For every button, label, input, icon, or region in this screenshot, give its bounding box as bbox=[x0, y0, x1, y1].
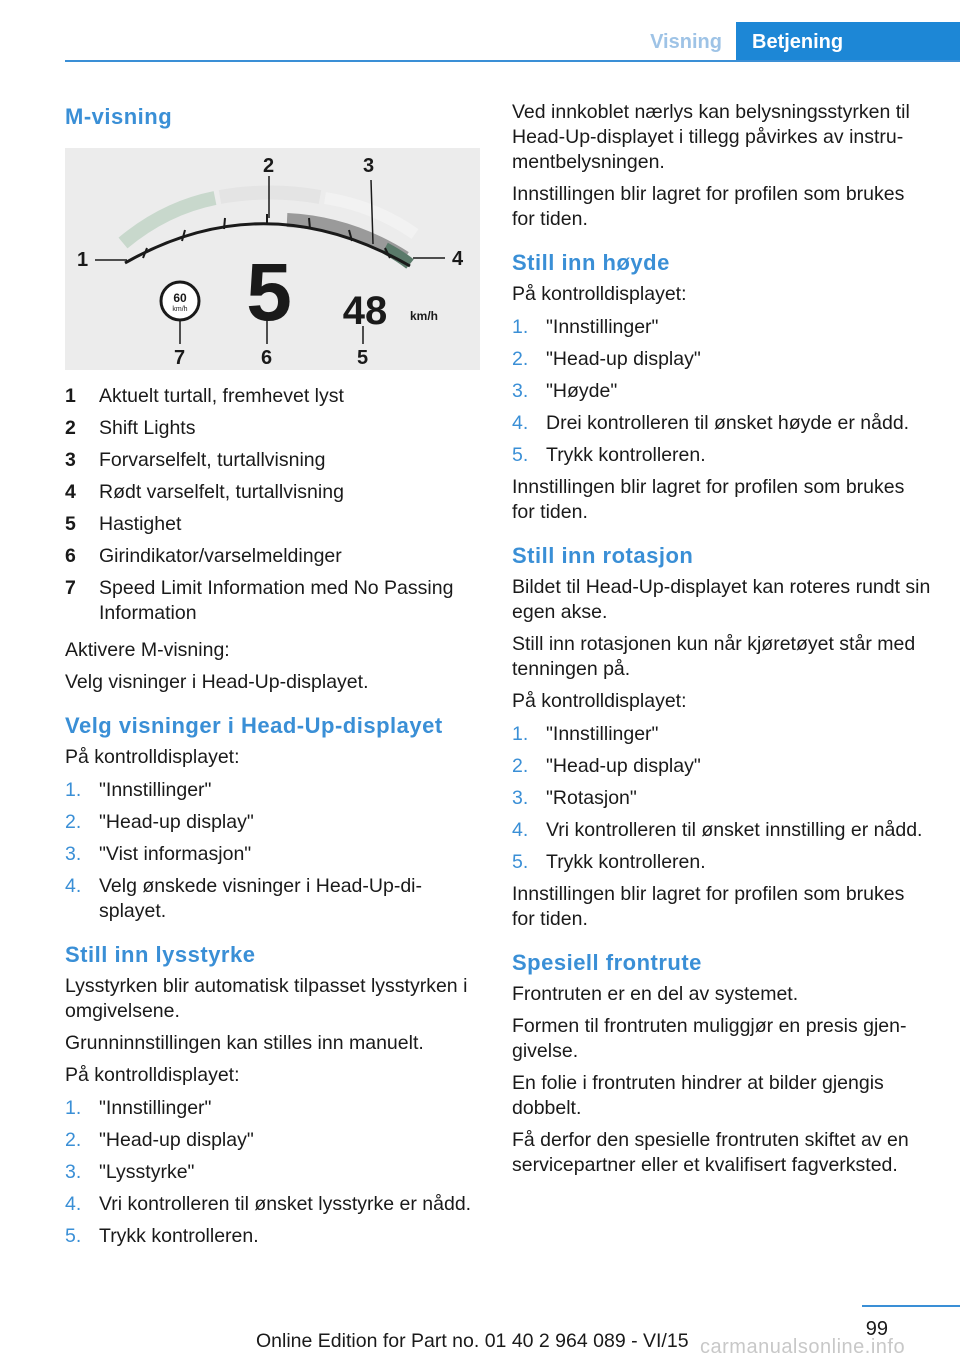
step-text: "Rotasjon" bbox=[546, 787, 637, 809]
legend-text: Speed Limit Information med No Passing Information bbox=[99, 577, 454, 624]
callout-7: 7 bbox=[174, 347, 186, 369]
gear-indicator: 5 bbox=[246, 247, 292, 338]
paragraph: På kontrolldisplayet: bbox=[512, 283, 687, 305]
step-text: Trykk kontrolleren. bbox=[546, 444, 706, 466]
rpm-tick bbox=[224, 218, 225, 229]
step-list bbox=[65, 778, 485, 924]
step-item bbox=[512, 411, 932, 436]
step-number: 2. bbox=[65, 811, 82, 833]
step-text: "Innstillinger" bbox=[99, 779, 212, 801]
legend-number: 1 bbox=[65, 385, 76, 407]
step-text: "Head-up display" bbox=[99, 1129, 254, 1151]
paragraph: Innstillingen blir lagret for profilen som brukes for tiden. bbox=[512, 476, 905, 523]
step-number: 1. bbox=[65, 779, 82, 801]
step-text: "Head-up display" bbox=[546, 348, 701, 370]
legend-number: 2 bbox=[65, 417, 76, 439]
step-text: "Head-up display" bbox=[546, 755, 701, 777]
step-text: "Innstillinger" bbox=[99, 1097, 212, 1119]
step-item bbox=[65, 1192, 485, 1217]
step-number: 5. bbox=[512, 444, 529, 466]
legend-text: Girindikator/varselmeldinger bbox=[99, 545, 342, 567]
legend-item bbox=[65, 544, 485, 569]
paragraph: På kontrolldisplayet: bbox=[65, 746, 240, 768]
legend-number: 5 bbox=[65, 513, 76, 535]
legend-number: 3 bbox=[65, 449, 76, 471]
paragraph: Still inn rotasjonen kun når kjøretøyet står med tenningen på. bbox=[512, 633, 916, 680]
step-item bbox=[65, 842, 485, 867]
header-rule bbox=[65, 60, 960, 62]
step-number: 5. bbox=[65, 1225, 82, 1247]
legend-text: Shift Lights bbox=[99, 417, 196, 439]
step-item bbox=[512, 443, 932, 468]
step-item bbox=[65, 1224, 485, 1249]
paragraph: Innstillingen blir lagret for profilen som brukes for tiden. bbox=[512, 883, 905, 930]
left-column bbox=[65, 100, 485, 1256]
legend-item bbox=[65, 480, 485, 505]
legend-item bbox=[65, 384, 485, 409]
step-number: 4. bbox=[65, 1193, 82, 1215]
section-lysstyrke bbox=[65, 942, 485, 1249]
legend-number: 6 bbox=[65, 545, 76, 567]
paragraph: En folie i frontruten hindrer at bilder gjengis dobbelt. bbox=[512, 1072, 884, 1119]
paragraph: På kontrolldisplayet: bbox=[65, 1064, 240, 1086]
speed-limit-unit: km/h bbox=[172, 306, 188, 313]
section-title: Velg visninger i Head-Up-displayet bbox=[65, 713, 443, 738]
paragraph: Bildet til Head-Up-displayet kan roteres rundt sin egen akse. bbox=[512, 576, 931, 623]
section-title: Still inn høyde bbox=[512, 250, 670, 275]
step-number: 2. bbox=[65, 1129, 82, 1151]
step-text: "Head-up display" bbox=[99, 811, 254, 833]
callout-5: 5 bbox=[357, 347, 369, 369]
step-text: Drei kontrolleren til ønsket høyde er nådd. bbox=[546, 412, 910, 434]
step-item bbox=[512, 379, 932, 404]
callout-6: 6 bbox=[261, 347, 273, 369]
tab-betjening[interactable]: Betjening bbox=[736, 22, 960, 62]
callout-1: 1 bbox=[77, 249, 89, 271]
paragraph: Lysstyrken blir automatisk tilpasset lysstyrken i omgivelsene. bbox=[65, 975, 468, 1022]
step-item bbox=[65, 1096, 485, 1121]
step-number: 4. bbox=[512, 412, 529, 434]
step-item bbox=[512, 315, 932, 340]
step-item bbox=[512, 850, 932, 875]
right-column bbox=[512, 100, 932, 1185]
step-number: 1. bbox=[512, 723, 529, 745]
step-item bbox=[65, 1160, 485, 1185]
page-number: 99 bbox=[865, 1318, 888, 1340]
hud-illustration bbox=[65, 148, 480, 370]
rpm-tick bbox=[309, 218, 310, 229]
step-item bbox=[65, 778, 485, 803]
step-item bbox=[512, 754, 932, 779]
step-text: "Høyde" bbox=[546, 380, 618, 402]
step-text: Vri kontrolleren til ønsket lysstyrke er nådd. bbox=[99, 1193, 472, 1215]
section-velg-visninger bbox=[65, 713, 485, 924]
step-number: 2. bbox=[512, 348, 529, 370]
legend-text: Rødt varselfelt, turtallvisning bbox=[99, 481, 344, 503]
step-item bbox=[65, 810, 485, 835]
paragraph: Velg visninger i Head-Up-displayet. bbox=[65, 671, 369, 693]
edition-info: Online Edition for Part no. 01 40 2 964 089 - VI/15 bbox=[256, 1330, 689, 1352]
step-item bbox=[512, 722, 932, 747]
legend-item bbox=[65, 448, 485, 473]
section-title: Spesiell frontrute bbox=[512, 950, 702, 975]
step-text: "Innstillinger" bbox=[546, 316, 659, 338]
step-number: 1. bbox=[512, 316, 529, 338]
legend-text: Aktuelt turtall, fremhevet lyst bbox=[99, 385, 344, 407]
step-number: 2. bbox=[512, 755, 529, 777]
step-item bbox=[65, 874, 485, 924]
figure-legend bbox=[65, 384, 485, 626]
paragraph: Formen til frontruten muliggjør en presis gjen-givelse. bbox=[512, 1015, 907, 1062]
callout-3: 3 bbox=[363, 155, 375, 177]
step-number: 3. bbox=[512, 787, 529, 809]
rpm-segment-light-1 bbox=[123, 198, 215, 243]
paragraph: På kontrolldisplayet: bbox=[512, 690, 687, 712]
legend-text: Forvarselfelt, turtallvisning bbox=[99, 449, 326, 471]
step-list bbox=[512, 315, 932, 468]
step-number: 1. bbox=[65, 1097, 82, 1119]
speed-limit-value: 60 bbox=[173, 291, 187, 305]
step-list bbox=[65, 1096, 485, 1249]
paragraph: Ved innkoblet nærlys kan belysningsstyrken til Head-Up-displayet i tillegg påvirkes av instru-mentbelysningen. bbox=[512, 101, 910, 173]
tab-visning[interactable]: Visning bbox=[636, 22, 736, 62]
speed-value: 48 bbox=[342, 289, 388, 333]
speed-limit-sign bbox=[161, 282, 199, 320]
legend-number: 4 bbox=[65, 481, 76, 503]
step-item bbox=[512, 786, 932, 811]
step-text: "Vist informasjon" bbox=[99, 843, 252, 865]
callout-4: 4 bbox=[452, 248, 464, 270]
step-item bbox=[512, 347, 932, 372]
callout-2: 2 bbox=[263, 155, 275, 177]
legend-item bbox=[65, 416, 485, 441]
legend-text: Hastighet bbox=[99, 513, 182, 535]
step-number: 4. bbox=[65, 875, 82, 897]
step-text: Trykk kontrolleren. bbox=[99, 1225, 259, 1247]
hud-m-view-figure bbox=[65, 148, 480, 370]
section-title-m-visning: M-visning bbox=[65, 104, 173, 129]
step-number: 4. bbox=[512, 819, 529, 841]
step-text: Velg ønskede visninger i Head-Up-di-splayet. bbox=[99, 875, 422, 922]
paragraph: Få derfor den spesielle frontruten skiftet av en servicepartner eller et kvalifisert fagverksted. bbox=[512, 1129, 909, 1176]
paragraph: Frontruten er en del av systemet. bbox=[512, 983, 799, 1005]
step-text: "Lysstyrke" bbox=[99, 1161, 195, 1183]
speed-unit: km/h bbox=[410, 309, 439, 323]
watermark: carmanualsonline.info bbox=[700, 1336, 906, 1358]
footer-rule bbox=[862, 1305, 960, 1307]
section-rotasjon bbox=[512, 543, 932, 932]
legend-number: 7 bbox=[65, 577, 76, 599]
paragraph: Innstillingen blir lagret for profilen som brukes for tiden. bbox=[512, 183, 905, 230]
step-number: 3. bbox=[65, 843, 82, 865]
paragraph: Aktivere M-visning: bbox=[65, 639, 230, 661]
section-title: Still inn rotasjon bbox=[512, 543, 694, 568]
step-text: Vri kontrolleren til ønsket innstilling er nådd. bbox=[546, 819, 923, 841]
section-title: Still inn lysstyrke bbox=[65, 942, 256, 967]
step-text: "Innstillinger" bbox=[546, 723, 659, 745]
step-number: 5. bbox=[512, 851, 529, 873]
step-number: 3. bbox=[512, 380, 529, 402]
step-text: Trykk kontrolleren. bbox=[546, 851, 706, 873]
step-item bbox=[65, 1128, 485, 1153]
step-list bbox=[512, 722, 932, 875]
legend-item bbox=[65, 576, 485, 626]
legend-item bbox=[65, 512, 485, 537]
section-frontrute bbox=[512, 950, 932, 1178]
paragraph: Grunninnstillingen kan stilles inn manuelt. bbox=[65, 1032, 424, 1054]
step-item bbox=[512, 818, 932, 843]
section-hoyde bbox=[512, 250, 932, 525]
step-number: 3. bbox=[65, 1161, 82, 1183]
rpm-segment-white bbox=[220, 193, 320, 198]
